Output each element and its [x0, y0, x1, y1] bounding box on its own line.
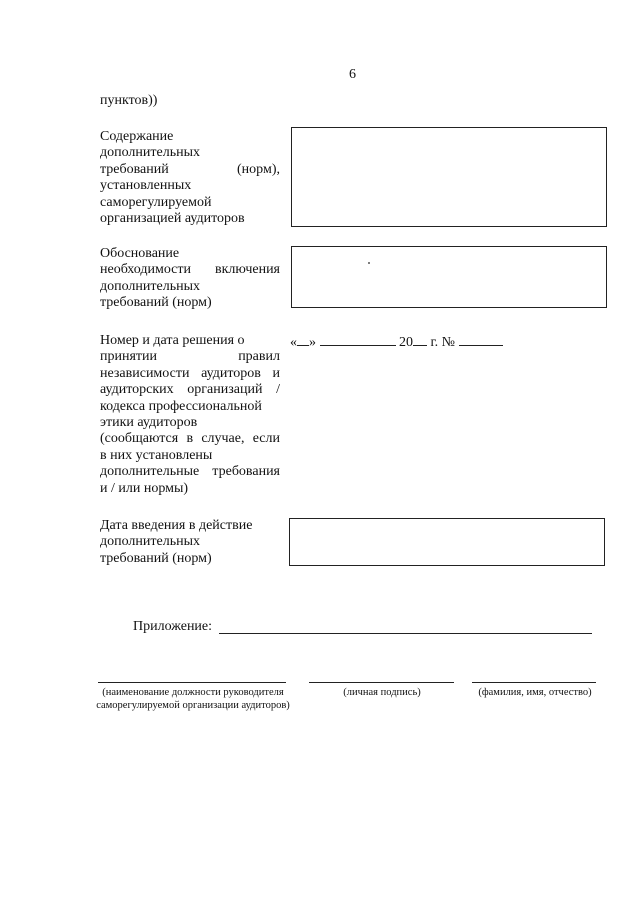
label-line: саморегулируемой — [100, 194, 212, 210]
label-line: в них установлены — [100, 447, 213, 463]
signature-caption: (личная подпись) — [343, 687, 421, 698]
field-label-effective-date — [100, 518, 280, 567]
field-label-content — [100, 129, 280, 227]
position-signature-line[interactable] — [98, 682, 286, 683]
effective-date-input-box[interactable] — [289, 518, 605, 566]
field-label-justification — [100, 246, 280, 312]
label-line: Номер и дата решения о — [100, 333, 245, 348]
label-line: этики аудиторов — [100, 415, 198, 431]
label-line: дополнительные требования — [100, 464, 280, 480]
continuation-text: пунктов)) — [100, 93, 158, 108]
label-line: требований (норм) — [100, 550, 212, 566]
label-line: (сообщаются в случае, если — [100, 431, 280, 447]
label-line: аудиторских организаций / — [100, 382, 280, 398]
field-label-decision — [100, 333, 280, 497]
label-line: Обоснование — [100, 246, 180, 261]
decision-date-line — [290, 333, 503, 351]
label-line: требований (норм) — [100, 295, 212, 311]
day-blank[interactable] — [297, 333, 309, 346]
label-line: необходимости включения — [100, 262, 280, 278]
label-line: принятии правил — [100, 349, 280, 365]
label-line: Содержание — [100, 129, 174, 144]
number-sign: № — [441, 335, 456, 350]
name-signature-line[interactable] — [472, 682, 596, 683]
close-quote: » — [309, 335, 316, 350]
position-caption-line: (наименование должности руководителя — [102, 687, 284, 698]
year-suffix: г. — [430, 335, 439, 350]
label-line: дополнительных — [100, 534, 201, 550]
label-line: Дата введения в действие — [100, 518, 253, 533]
open-quote: « — [290, 335, 297, 350]
label-line: кодекса профессиональной — [100, 398, 262, 414]
year-blank[interactable] — [413, 333, 427, 346]
label-line: организацией аудиторов — [100, 211, 245, 227]
year-prefix: 20 — [399, 335, 413, 350]
position-caption-line: саморегулируемой организации аудиторов) — [96, 700, 290, 711]
decision-number-blank[interactable] — [459, 333, 503, 346]
page-number: 6 — [349, 67, 356, 82]
label-line: независимости аудиторов и — [100, 365, 280, 381]
speck — [368, 262, 370, 264]
label-line: и / или нормы) — [100, 480, 189, 496]
position-caption — [88, 686, 298, 712]
personal-signature-line[interactable] — [309, 682, 454, 683]
justification-input-box[interactable] — [291, 246, 607, 308]
month-blank[interactable] — [320, 333, 396, 346]
attachment-input-line[interactable] — [219, 633, 592, 634]
attachment-label: Приложение: — [133, 619, 213, 634]
label-line: установленных — [100, 178, 192, 194]
label-line: дополнительных — [100, 278, 201, 294]
label-line: требований (норм), — [100, 161, 280, 177]
label-line: дополнительных — [100, 145, 201, 161]
content-input-box[interactable] — [291, 127, 607, 227]
name-caption: (фамилия, имя, отчество) — [478, 687, 592, 698]
